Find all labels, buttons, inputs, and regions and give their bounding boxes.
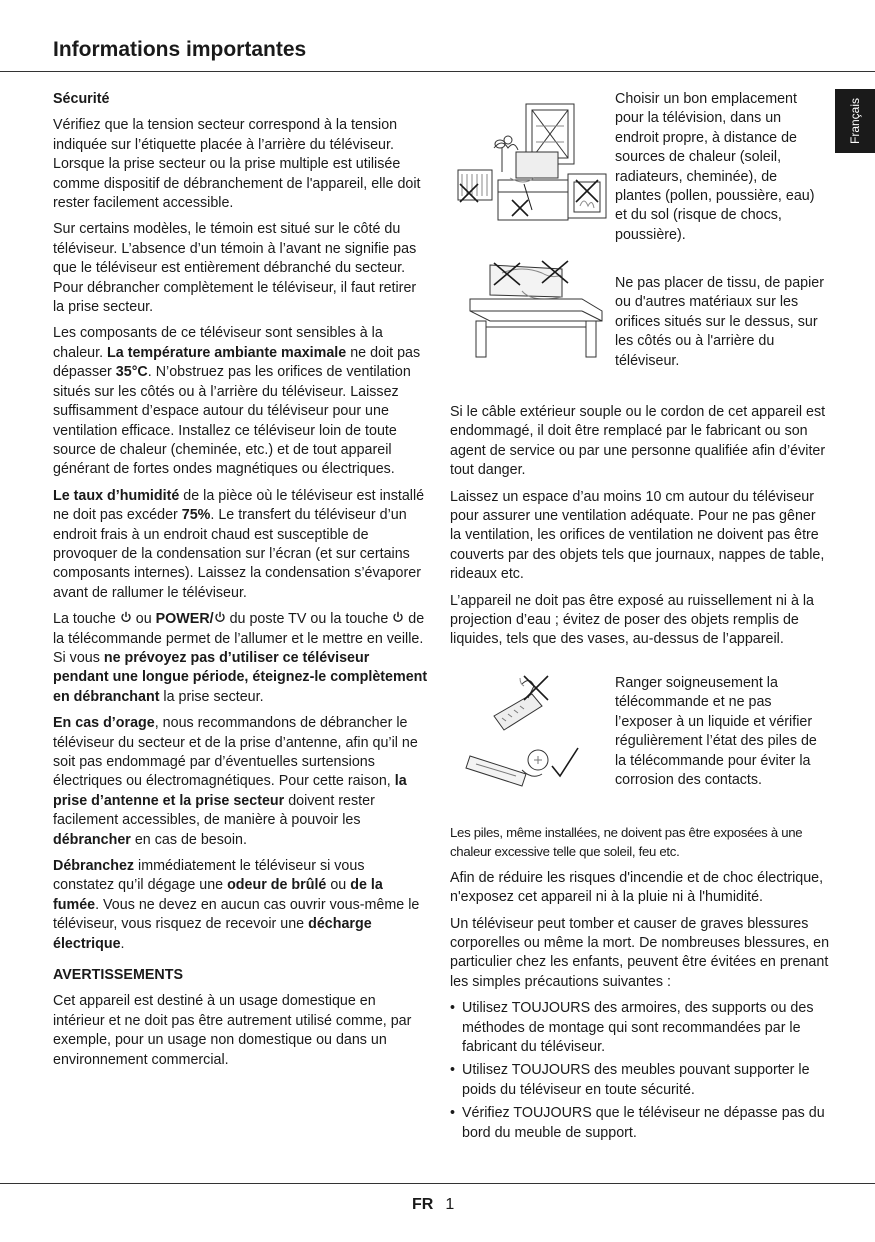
- paragraph-spacing: Laissez un espace d’au moins 10 cm autour du téléviseur pour assurer une ventilation adéquate. Pour ne pas gêner la ventilation, les orifices de ventilation ne doivent pas être couverts par des objets tels que journaux, nappes de table, rideaux etc.: [450, 488, 825, 583]
- text-run: ne doit pas dépasser: [53, 344, 421, 381]
- text-run: Les composants de ce téléviseur sont sensibles à la chaleur.: [53, 325, 383, 361]
- text-run: en cas de besoin.: [130, 831, 247, 848]
- paragraph-storm: [53, 714, 428, 850]
- paragraph-rain: Afin de réduire les risques d'incendie et de choc électrique, n'exposez cet appareil ni à la pluie ni à l'humidité.: [450, 869, 824, 906]
- paragraph-indicator: Sur certains modèles, le témoin est situé sur le côté du téléviseur. L’absence d’un témoin à l’avant ne signifie pas que le téléviseur est entièrement débranché du secteur. Pour débrancher complètement le téléviseur, il faut retirer la prise secteur.: [53, 221, 417, 316]
- text-run: immédiatement le téléviseur si vous constatez qu’il dégage une: [53, 858, 365, 894]
- text-run: la prise secteur.: [159, 688, 264, 705]
- list-item: • Utilisez TOUJOURS des meubles pouvant supporter le poids du téléviseur en toute sécurité.: [450, 1061, 830, 1100]
- language-tab-label: Français: [848, 97, 862, 145]
- header-divider: [0, 71, 875, 72]
- text-run: La touche: [53, 611, 120, 628]
- bold-text: En cas d’orage: [53, 715, 155, 732]
- page-title: Informations importantes: [53, 38, 307, 61]
- bold-text: La température ambiante maximale: [107, 344, 347, 361]
- warnings-heading: AVERTISSEMENTS: [53, 967, 184, 984]
- list-item: • Utilisez TOUJOURS des armoires, des supports ou des méthodes de montage qui sont recommandées par le fabricant du téléviseur.: [450, 999, 830, 1057]
- placement-illustration: [452, 96, 610, 226]
- power-icon: [120, 611, 132, 623]
- bold-text: débrancher: [53, 831, 131, 848]
- paragraph-humidity: [53, 487, 428, 603]
- text-run: de la pièce où le téléviseur est installé ne doit pas excéder: [53, 487, 425, 524]
- bold-text: la prise d’antenne et la prise secteur: [53, 773, 407, 809]
- bold-text: Le taux d’humidité: [53, 487, 180, 504]
- text-run: du poste TV ou la touche: [225, 611, 393, 628]
- text-run: ou: [131, 611, 156, 628]
- page-footer: [412, 1196, 454, 1214]
- security-heading: Sécurité: [53, 91, 110, 107]
- bold-text: POWER/: [155, 611, 214, 628]
- right-column: [450, 403, 830, 657]
- text-run: . N’obstruez pas les orifices de ventilation situés sur les côtés ou à l’arrière du téléviseur. Laissez suffisamment d’espace autour du téléviseur pour une ventilation efficace. Installez ce téléviseur loin de toute source de chaleur (cheminée, etc.) et de tout appareil générant de fortes ondes magnétiques ou électriques.: [53, 364, 411, 478]
- text-run: .: [120, 935, 125, 952]
- paragraph-voltage: Vérifiez que la tension secteur correspond à la tension indiquée sur l’étiquette placée à l’arrière du téléviseur. Lorsque la prise secteur ou la prise multiple est utilisée comme dispositif de débranchement de l'appareil, elle doit rester facilement accessible.: [53, 117, 421, 212]
- bold-text: Débranchez: [53, 858, 135, 875]
- bold-text: décharge électrique: [53, 916, 372, 952]
- bold-text: ne prévoyez pas d’utiliser ce téléviseur pendant une longue période, éteignez-le complètement en débranchant: [53, 649, 428, 705]
- bold-text: de la fumée: [53, 877, 383, 913]
- text-run: doivent rester facilement accessibles, de manière à pouvoir les: [53, 792, 375, 829]
- text-run: de la télécommande permet de l’allumer et le mettre en veille. Si vous: [53, 611, 425, 666]
- left-column: [53, 90, 428, 1077]
- text-run: ou: [326, 877, 351, 894]
- language-tab: [835, 89, 875, 153]
- footer-language: FR: [412, 1196, 434, 1213]
- paragraph-power: [53, 610, 428, 707]
- text-run: . Le transfert du téléviseur d’un endroit frais à un endroit chaud est susceptible de provoquer de la condensation sur l’écran (et sur certains composants internes). Laissez la condensation s’évaporer avant de rallumer le téléviseur.: [53, 507, 421, 601]
- paragraph-temperature: [53, 324, 428, 479]
- paragraph-tipping: Un téléviseur peut tomber et causer de graves blessures corporelles ou même la mort. De nombreuses blessures, en particulier chez les enfants, peuvent être évitées en prenant les simples précautions suivantes :: [450, 915, 830, 990]
- paragraph-unplug: [53, 857, 428, 954]
- bold-text: 75%: [181, 507, 211, 524]
- bold-text: odeur de brûlé: [227, 877, 327, 894]
- remote-illustration: [462, 670, 610, 800]
- caption-placement: Choisir un bon emplacement pour la télévision, dans un endroit propre, à distance de sources de chaleur (soleil, radiateurs, cheminée), de plantes (pollen, poussière, eau) et du sol (risque de chocs, poussière).: [615, 91, 815, 243]
- caption-ventilation: Ne pas placer de tissu, de papier ou d'autres matériaux sur les orifices situés sur le dessus, sur les côtés ou à l'arrière du téléviseur.: [615, 275, 825, 369]
- paragraph-domestic-use: Cet appareil est destiné à un usage domestique en intérieur et ne doit pas être autrement utilisé comme, par exemple, pour un usage non domestique ou dans un environnement commercial.: [53, 993, 412, 1068]
- power-icon: [214, 611, 226, 623]
- bold-text: 35°C: [115, 364, 148, 381]
- caption-remote: Ranger soigneusement la télécommande et ne pas l’exposer à un liquide et vérifier régulièrement l’état des piles de la télécommande pour éviter la corrosion des contacts.: [615, 675, 817, 789]
- text-run: . Vous ne devez en aucun cas ouvrir vous-même le téléviseur, vous risquez de recevoir une: [53, 896, 420, 933]
- text-run: , nous recommandons de débrancher le téléviseur du secteur et de la prise d’antenne, afin qu’il ne soit pas endommagé par d’éventuelles surtensions électriques ou électromagnétiques. Pour cette raison,: [53, 715, 418, 790]
- paragraph-water: L’appareil ne doit pas être exposé au ruissellement ni à la projection d’eau ; évitez de poser des objets remplis de liquides, tels que des vases, au-dessus de l’appareil.: [450, 592, 815, 648]
- footer-divider: [0, 1183, 875, 1184]
- right-column-lower: [450, 823, 830, 1147]
- paragraph-batteries: Les piles, même installées, ne doivent pas être exposées à une chaleur excessive telle que soleil, feu etc.: [450, 825, 803, 860]
- page-number: 1: [445, 1196, 455, 1213]
- list-item: • Vérifiez TOUJOURS que le téléviseur ne dépasse pas du bord du meuble de support.: [450, 1104, 830, 1143]
- paragraph-cable: Si le câble extérieur souple ou le cordon de cet appareil est endommagé, il doit être remplacé par le fabricant ou son agent de service ou par une personne qualifiée afin d’éviter tout danger.: [450, 404, 826, 479]
- safety-list: [450, 999, 830, 1143]
- power-icon: [392, 611, 404, 623]
- ventilation-illustration: [462, 255, 610, 360]
